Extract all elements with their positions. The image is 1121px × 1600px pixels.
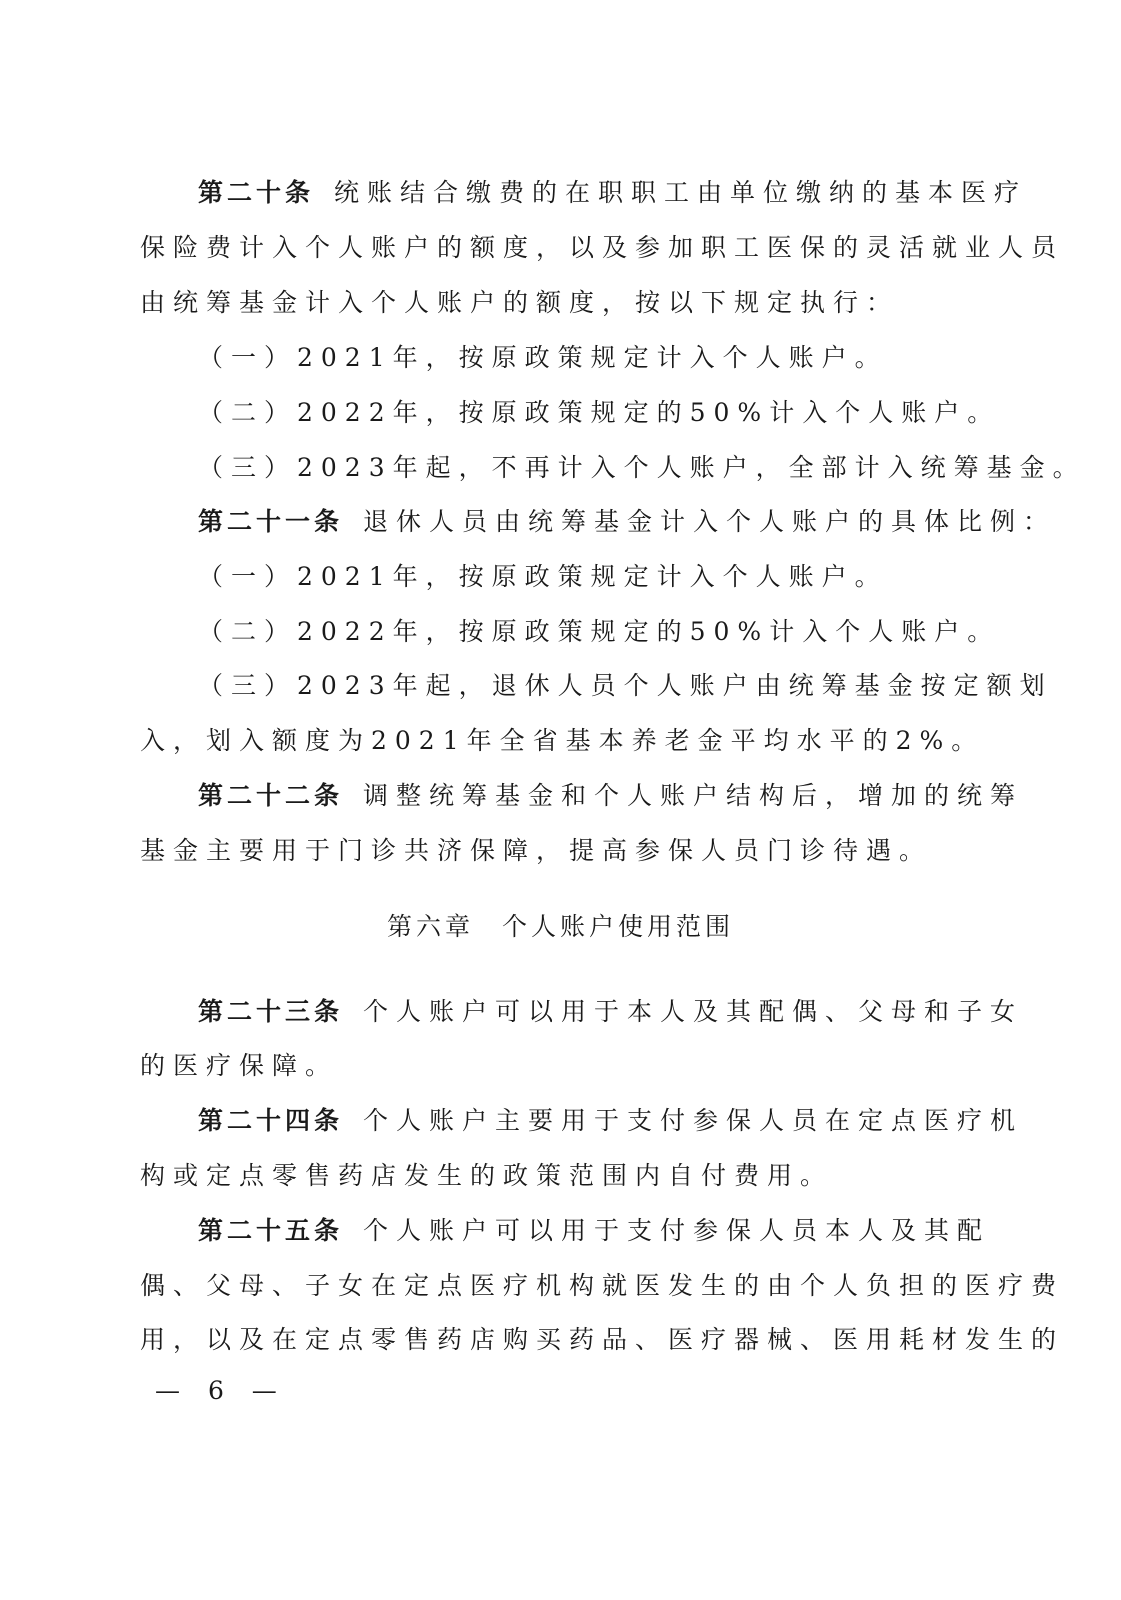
article-22-line-2 [140,836,960,866]
line-text: （二）2022年，按原政策规定的50%计入个人账户。 [198,617,1001,646]
line-text: 偶、父母、子女在定点医疗机构就医发生的由个人负担的医疗费 [140,1271,1065,1300]
article-23-line-2 [140,1051,960,1081]
article-24-line-2 [140,1161,960,1191]
article-heading: 第二十一条 [198,507,344,536]
line-text: 调整统筹基金和个人账户结构后，增加的统筹 [363,781,1024,810]
article-21-item-3-cont [140,726,985,756]
article-25-line-1 [198,1216,991,1246]
article-heading: 第二十条 [198,178,315,207]
article-21-item-2 [198,617,1001,647]
article-heading: 第二十五条 [198,1216,344,1245]
line-text: 入，划入额度为2021年全省基本养老金平均水平的2%。 [140,726,985,755]
line-text: （三）2023年起，不再计入个人账户，全部计入统筹基金。 [198,453,1086,482]
article-20-item-2 [198,398,1001,428]
article-heading: 第二十三条 [198,997,344,1026]
article-25-line-2 [140,1271,1065,1301]
article-20-line-2 [140,233,1065,263]
line-text: （二）2022年，按原政策规定的50%计入个人账户。 [198,398,1001,427]
line-text: 个人账户主要用于支付参保人员在定点医疗机 [363,1106,1024,1135]
chapter-number: 第六章 [386,912,474,941]
article-20-line-1 [198,178,1028,208]
chapter-heading [0,912,1121,942]
line-text: （一）2021年，按原政策规定计入个人账户。 [198,562,888,591]
line-text: 统账结合缴费的在职职工由单位缴纳的基本医疗 [334,178,1028,207]
article-20-item-3 [198,453,1086,483]
line-text: 保险费计入个人账户的额度，以及参加职工医保的灵活就业人员 [140,233,1065,262]
article-22-line-1 [198,781,1024,811]
page-number: — 6 — [155,1376,287,1405]
line-text: （一）2021年，按原政策规定计入个人账户。 [198,343,888,372]
article-25-line-3 [140,1325,1065,1355]
article-23-line-1 [198,997,1024,1027]
article-20-item-1 [198,343,960,373]
article-heading: 第二十四条 [198,1106,344,1135]
line-text: 由统筹基金计入个人账户的额度，按以下规定执行： [140,288,900,317]
line-text: 个人账户可以用于支付参保人员本人及其配 [363,1216,991,1245]
article-21-item-1 [198,562,960,592]
article-24-line-1 [198,1106,1024,1136]
article-heading: 第二十二条 [198,781,344,810]
line-text: 个人账户可以用于本人及其配偶、父母和子女 [363,997,1024,1026]
chapter-title: 个人账户使用范围 [502,912,735,941]
line-text: 退休人员由统筹基金计入个人账户的具体比例： [363,507,1057,536]
line-text: 用，以及在定点零售药店购买药品、医疗器械、医用耗材发生的 [140,1325,1065,1354]
line-text: （三）2023年起，退休人员个人账户由统筹基金按定额划 [198,671,1053,700]
line-text: 基金主要用于门诊共济保障，提高参保人员门诊待遇。 [140,836,933,865]
article-20-line-3 [140,288,960,318]
article-21-item-3 [198,671,1053,701]
line-text: 的医疗保障。 [140,1051,339,1080]
line-text: 构或定点零售药店发生的政策范围内自付费用。 [140,1161,834,1190]
article-21-line-1 [198,507,1057,537]
